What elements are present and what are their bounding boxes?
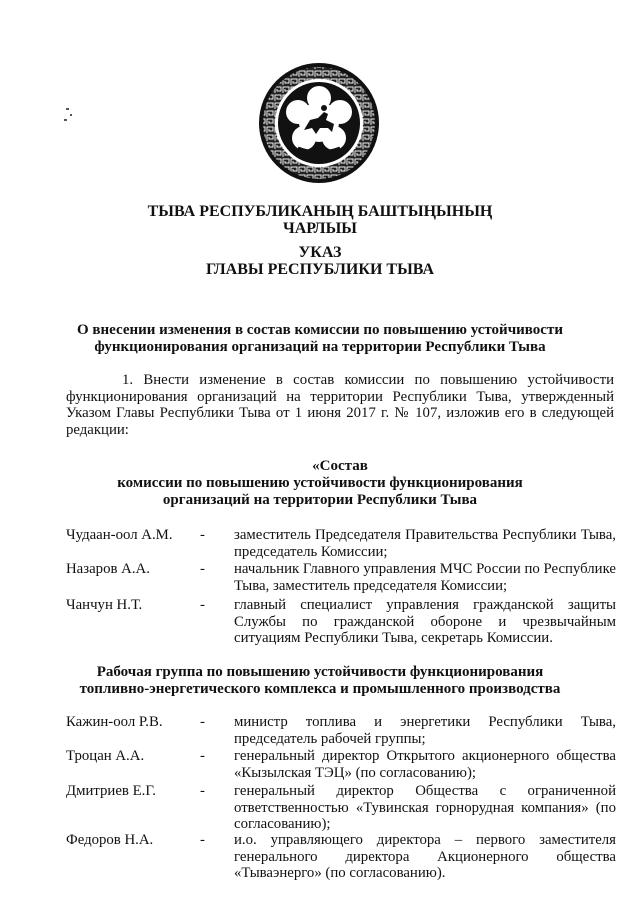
member-dash: - <box>200 783 205 799</box>
decree-title-line1: О внесении изменения в состав комиссии по повышению устойчивости <box>77 322 563 338</box>
working-group-heading-line1: Рабочая группа по повышению устойчивости функционирования <box>96 664 544 680</box>
republic-name-tuvan-line2: ЧАРЛЫЫ <box>282 220 357 237</box>
member-name: Троцан А.А. <box>66 748 145 764</box>
decree-word: УКАЗ <box>298 244 342 261</box>
member-role: министр топлива и энергетики Республики Тыва, председатель рабочей группы; <box>234 714 616 747</box>
member-dash: - <box>200 597 205 613</box>
composition-heading-line2: комиссии по повышению устойчивости функционирования <box>117 475 523 491</box>
member-role: начальник Главного управления МЧС России по Республике Тыва, заместитель председателя Комиссии; <box>234 561 616 594</box>
republic-name-tuvan-line1: ТЫВА РЕСПУБЛИКАНЫҢ БАШТЫҢЫНЫҢ <box>147 203 493 220</box>
member-name: Федоров Н.А. <box>66 832 154 848</box>
member-role: генеральный директор Общества с ограниченной ответственностью «Тувинская горнорудная компания» (по согласованию); <box>234 783 616 832</box>
member-role: главный специалист управления гражданской защиты Службы по гражданской обороне и чрезвычайным ситуациям Республики Тыва, секретарь Комиссии. <box>234 597 616 646</box>
member-dash: - <box>200 714 205 730</box>
decree-title-line2: функционирования организаций на территории Республики Тыва <box>94 339 546 355</box>
member-name: Кажин-оол Р.В. <box>66 714 163 730</box>
member-dash: - <box>200 832 205 848</box>
scan-speck <box>66 108 69 110</box>
member-role: заместитель Председателя Правительства Республики Тыва, председатель Комиссии; <box>234 527 616 560</box>
member-role: генеральный директор Открытого акционерного общества «Кызылская ТЭЦ» (по согласованию); <box>234 748 616 781</box>
member-name: Чанчун Н.Т. <box>66 597 143 613</box>
member-dash: - <box>200 527 205 543</box>
paragraph-1: 1. Внести изменение в состав комиссии по повышению устойчивости функционирования организаций на территории Республики Тыва, утвержденный Указом Главы Республики Тыва от 1 июня 2017 г. № 107, изложив его в следующей редакции: <box>66 372 614 438</box>
scan-speck <box>64 119 67 121</box>
member-name: Дмитриев Е.Г. <box>66 783 156 799</box>
composition-heading-line3: организаций на территории Республики Тыва <box>162 492 478 508</box>
member-name: Чудаан-оол А.М. <box>66 527 173 543</box>
scan-speck <box>70 114 72 116</box>
member-dash: - <box>200 748 205 764</box>
member-name: Назаров А.А. <box>66 561 150 577</box>
working-group-heading-line2: топливно-энергетического комплекса и промышленного производства <box>79 681 561 697</box>
republic-emblem <box>258 62 380 184</box>
composition-heading-line1: «Состав <box>312 458 368 474</box>
member-role: и.о. управляющего директора – первого заместителя генерального директора Акционерного общества «Тываэнерго» (по согласованию). <box>234 832 616 881</box>
member-dash: - <box>200 561 205 577</box>
decree-issuer: ГЛАВЫ РЕСПУБЛИКИ ТЫВА <box>205 261 434 278</box>
